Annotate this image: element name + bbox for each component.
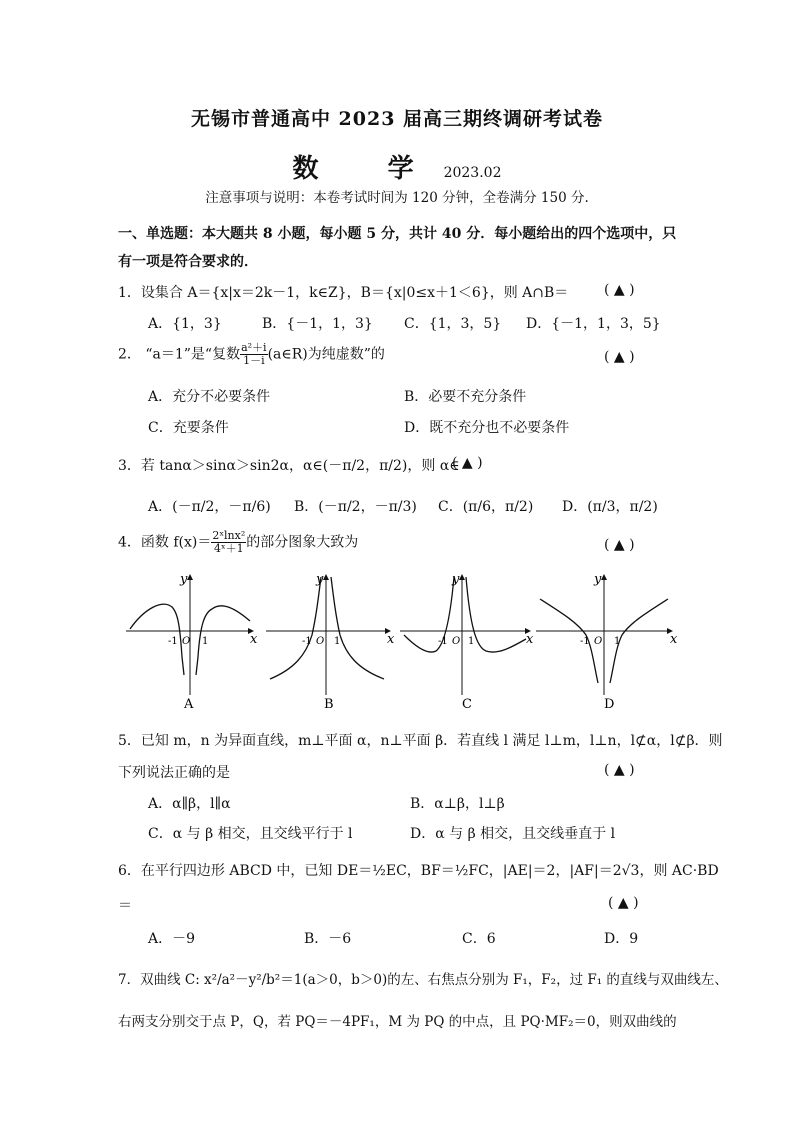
question-5-option-d: D．α 与 β 相交，且交线垂直于 l — [410, 826, 616, 842]
graph-c-tick-origin: O — [452, 636, 461, 647]
graph-c-right-branch — [466, 577, 526, 652]
graph-b-tick-neg: -1 — [302, 636, 312, 647]
question-6-option-c: C．6 — [462, 931, 496, 947]
question-2-stem — [118, 342, 385, 367]
question-1-option-c: C．{1，3，5} — [404, 316, 502, 332]
question-2-frac-num: a²＋i — [241, 341, 267, 354]
question-6-option-b: B．－6 — [304, 931, 352, 947]
graph-a-label: A — [184, 697, 194, 712]
graph-d-tick-neg: -1 — [580, 636, 590, 647]
question-1-answer-mark: ( ▲ ) — [604, 282, 635, 298]
question-2-fraction — [240, 342, 268, 367]
question-2-option-d: D．既不充分也不必要条件 — [404, 420, 570, 436]
subject-line — [0, 148, 794, 185]
question-3-answer-mark: ( ▲ ) — [452, 455, 483, 471]
question-4-stem — [118, 530, 358, 555]
question-3-option-a: A．(－π/2，－π/6) — [148, 499, 271, 515]
graph-d-label: D — [604, 697, 615, 712]
question-2-option-a: A．充分不必要条件 — [148, 389, 271, 405]
question-2-stem-pre: 2． “a＝1”是“复数 — [118, 346, 241, 363]
question-2-option-b: B．必要不充分条件 — [404, 389, 527, 405]
question-5-option-c: C．α 与 β 相交，且交线平行于 l — [148, 826, 353, 842]
question-3-stem: 3．若 tanα＞sinα＞sin2α，α∈(－π/2，π/2)，则 α∈ — [118, 458, 460, 474]
graph-d — [536, 572, 678, 712]
graph-c-label: C — [462, 697, 472, 712]
question-6-answer-mark: ( ▲ ) — [608, 895, 639, 911]
subject-name: 数 学 — [292, 154, 444, 184]
graph-b — [266, 572, 395, 712]
question-5-stem-line1: 5．已知 m，n 为异面直线，m⊥平面 α，n⊥平面 β．若直线 l 满足 l⊥m，l⊥n，l⊄α，l⊄β．则 — [118, 733, 723, 749]
graph-d-tick-origin: O — [594, 636, 603, 647]
question-1-stem: 1．设集合 A＝{x|x＝2k－1，k∈Z}，B＝{x|0≤x＋1＜6}，则 A∩B＝ — [118, 285, 569, 301]
question-7-stem-line2: 右两支分别交于点 P，Q，若 PQ＝－4PF₁，M 为 PQ 的中点，且 PQ·MF₂＝0，则双曲线的 — [118, 1014, 677, 1030]
graph-c — [400, 572, 534, 712]
question-3-option-b: B．(－π/2，－π/3) — [294, 499, 417, 515]
exam-title: 无锡市普通高中 2023 届高三期终调研考试卷 — [190, 108, 604, 130]
section-heading: 一、单选题：本大题共 8 小题，每小题 5 分，共计 40 分．每小题给出的四个选项中，只有一项是符合要求的． — [118, 226, 677, 270]
question-4-stem-pre: 4．函数 f(x)＝ — [118, 534, 212, 551]
graph-b-tick-origin: O — [316, 636, 325, 647]
question-4-frac-den: 4ˣ＋1 — [213, 542, 244, 555]
question-4-frac-num: 2ˣlnx² — [212, 529, 246, 542]
question-4-answer-mark: ( ▲ ) — [604, 537, 635, 553]
question-2-stem-post: (a∈R)为纯虚数”的 — [267, 346, 385, 363]
question-1-option-d: D．{－1，1，3，5} — [526, 316, 661, 332]
graph-c-y-label: y — [452, 572, 460, 587]
graph-b-x-label: x — [387, 632, 395, 647]
graph-d-tick-pos: 1 — [614, 636, 621, 647]
question-1-option-b: B．{－1，1，3} — [262, 316, 373, 332]
question-2-answer-mark: ( ▲ ) — [604, 349, 635, 365]
graph-d-y-label: y — [594, 572, 602, 587]
question-1-option-a: A．{1，3} — [148, 316, 222, 332]
graph-d-x-label: x — [670, 632, 678, 647]
question-2-option-c: C．充要条件 — [148, 420, 229, 436]
graph-b-y-label: y — [316, 572, 324, 587]
graph-b-left-branch — [270, 577, 321, 679]
graph-a-x-label: x — [250, 632, 258, 647]
question-5-option-b: B．α⊥β，l⊥β — [410, 796, 505, 812]
question-4-graphs — [118, 565, 678, 715]
graph-a-tick-origin: O — [182, 636, 191, 647]
question-4-fraction — [211, 530, 246, 555]
graph-c-tick-pos: 1 — [468, 636, 475, 647]
exam-notice: 注意事项与说明：本卷考试时间为 120 分钟，全卷满分 150 分. — [205, 190, 589, 206]
question-7-stem-line1: 7．双曲线 C: x²/a²－y²/b²＝1(a＞0，b＞0)的左、右焦点分别为 F₁，F₂，过 F₁ 的直线与双曲线左、 — [118, 972, 728, 988]
graph-b-tick-pos: 1 — [334, 636, 341, 647]
question-2-frac-den: 1－i — [243, 354, 265, 367]
graph-c-tick-neg: -1 — [438, 636, 448, 647]
question-5-stem-line2: 下列说法正确的是 — [118, 765, 230, 781]
question-3-option-c: C．(π/6，π/2) — [438, 499, 534, 515]
question-6-stem: 6．在平行四边形 ABCD 中，已知 DE＝½EC，BF＝½FC，|AE|＝2，|AF|＝2√3，则 AC·BD — [118, 863, 719, 879]
graph-a — [126, 572, 258, 712]
question-6-option-d: D．9 — [604, 931, 639, 947]
graph-a-tick-pos: 1 — [202, 636, 209, 647]
graph-b-right-branch — [331, 577, 384, 679]
graph-a-tick-neg: -1 — [168, 636, 178, 647]
graph-c-x-label: x — [526, 632, 534, 647]
graph-a-y-label: y — [180, 572, 188, 587]
exam-date: 2023.02 — [443, 165, 502, 181]
graph-b-label: B — [324, 697, 334, 712]
question-5-option-a: A．α∥β，l∥α — [148, 796, 231, 812]
question-3-option-d: D．(π/3，π/2) — [562, 499, 658, 515]
question-6-option-a: A．－9 — [148, 931, 196, 947]
question-6-equals: ＝ — [118, 898, 132, 914]
question-5-answer-mark: ( ▲ ) — [604, 762, 635, 778]
question-4-stem-post: 的部分图象大致为 — [246, 534, 359, 551]
